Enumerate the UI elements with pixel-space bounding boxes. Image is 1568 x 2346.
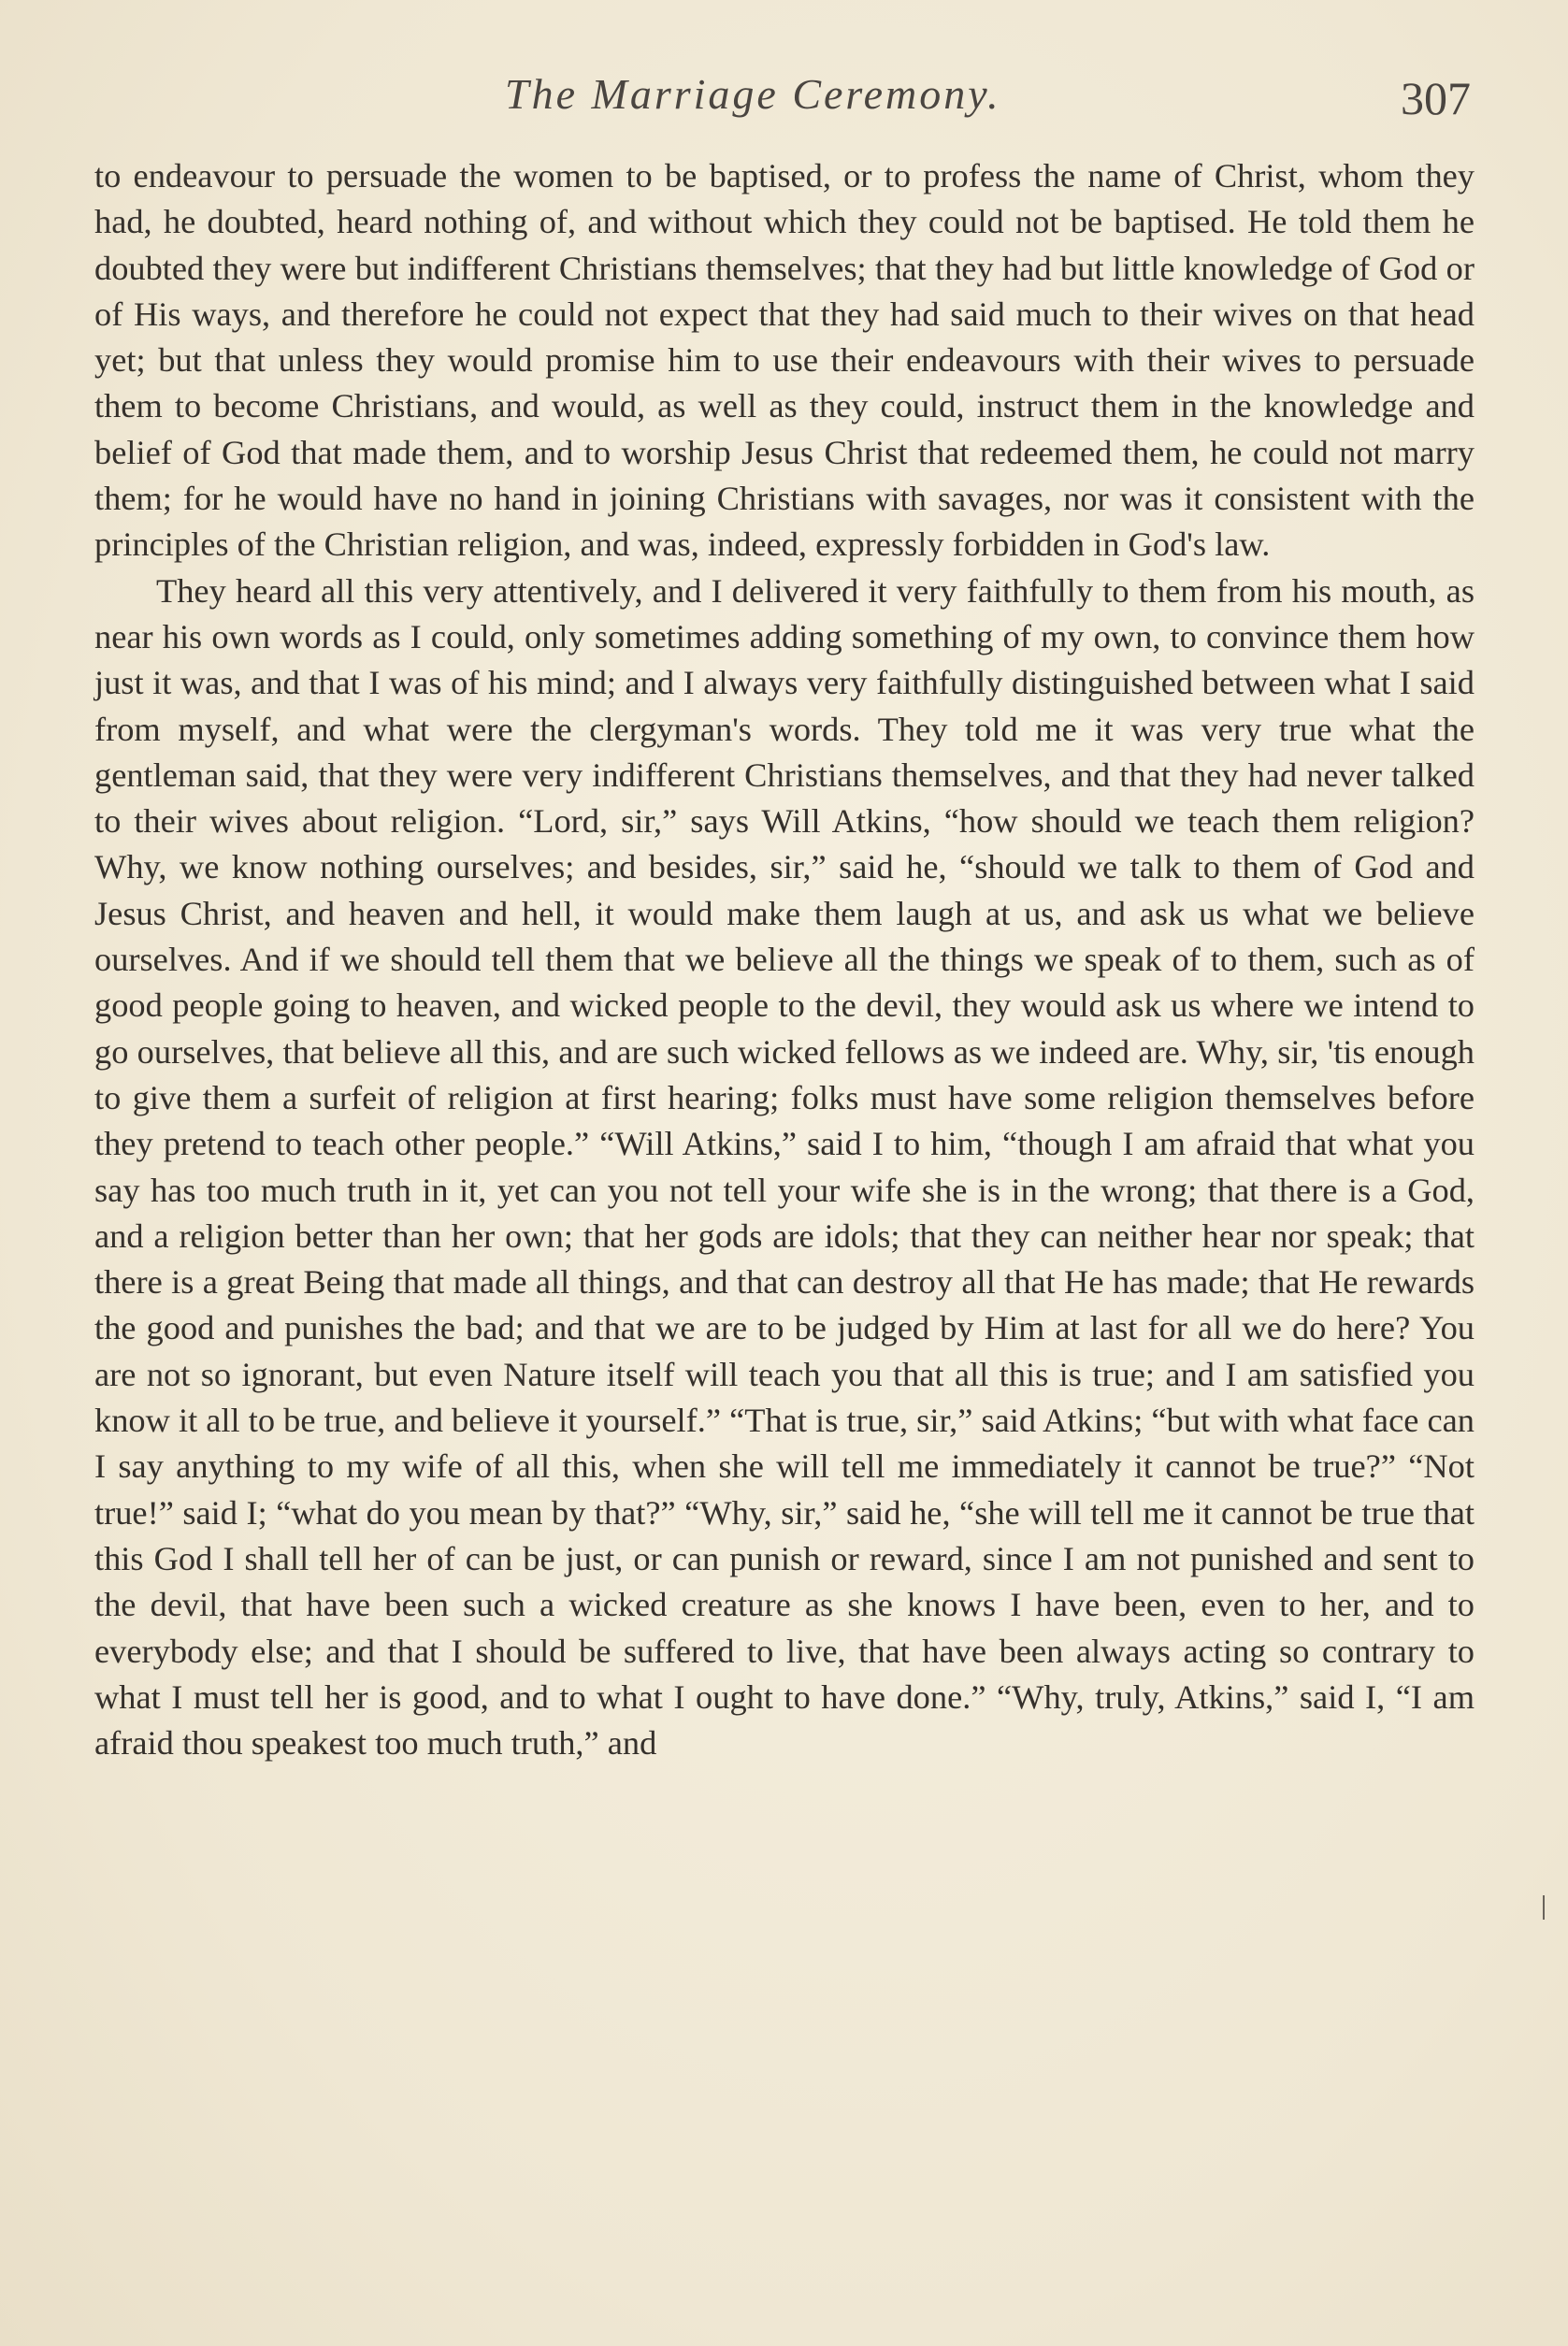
page-number: 307 (1401, 72, 1471, 124)
margin-mark (1543, 1895, 1545, 1920)
running-head (94, 62, 1477, 137)
body-text (94, 153, 1474, 1766)
paragraph: to endeavour to persuade the women to be baptised, or to profess the name of Christ, whom they had, he doubted, heard nothing of, and without which they could not be baptised. He told them he doubted they were but indifferent Christians themselves; that they had but little knowledge of God or of His ways, and therefore he could not expect that they had said much to their wives on that head yet; but that unless they would promise him to use their endeavours with their wives to persuade them to become Christians, and would, as well as they could, instruct them in the knowledge and belief of God that made them, and to worship Jesus Christ that redeemed them, he could not marry them; for he would have no hand in joining Christians with savages, nor was it consistent with the principles of the Christian religion, and was, indeed, expressly forbidden in God's law. (94, 157, 1474, 564)
paragraph: They heard all this very attentively, and I delivered it very faithfully to them from his mouth, as near his own words as I could, only sometimes adding something of my own, to convince them how just it was, and that I was of his mind; and I always very faithfully distinguished between what I said from myself, and what were the clergyman's words. They told me it was very true what the gentleman said, that they were very indifferent Christians themselves, and that they had never talked to their wives about religion. “Lord, sir,” says Will Atkins, “how should we teach them religion? Why, we know nothing ourselves; and besides, sir,” said he, “should we talk to them of God and Jesus Christ, and heaven and hell, it would make them laugh at us, and ask us what we believe ourselves. And if we should tell them that we believe all the things we speak of to them, such as of good people going to heaven, and wicked people to the devil, they would ask us where we intend to go ourselves, that believe all this, and are such wicked fellows as we indeed are. Why, sir, 'tis enough to give them a surfeit of religion at first hearing; folks must have some religion themselves before they pretend to teach other people.” “Will Atkins,” said I to him, “though I am afraid that what you say has too much truth in it, yet can you not tell your wife she is in the wrong; that there is a God, and a religion better than her own; that her gods are idols; that they can neither hear nor speak; that there is a great Being that made all things, and that can destroy all that He has made; that He rewards the good and punishes the bad; and that we are to be judged by Him at last for all we do here? You are not so ignorant, but even Nature itself will teach you that all this is true; and I am satisfied you know it all to be true, and believe it yourself.” “That is true, sir,” said Atkins; “but with what face can I say anything to my wife of all this, when she will tell me immediately it cannot be true?” “Not true!” said I; “what do you mean by that?” “Why, sir,” said he, “she will tell me it cannot be true that this God I shall tell her of can be just, or can punish or reward, since I am not punished and sent to the devil, that have been such a wicked creature as she knows I have been, even to her, and to everybody else; and that I should be suffered to live, that have been always acting so contrary to what I must tell her is good, and to what I ought to have done.” “Why, truly, Atkins,” said I, “I am afraid thou speakest too much truth,” and (94, 571, 1474, 1763)
running-title: The Marriage Ceremony. (505, 70, 1001, 118)
